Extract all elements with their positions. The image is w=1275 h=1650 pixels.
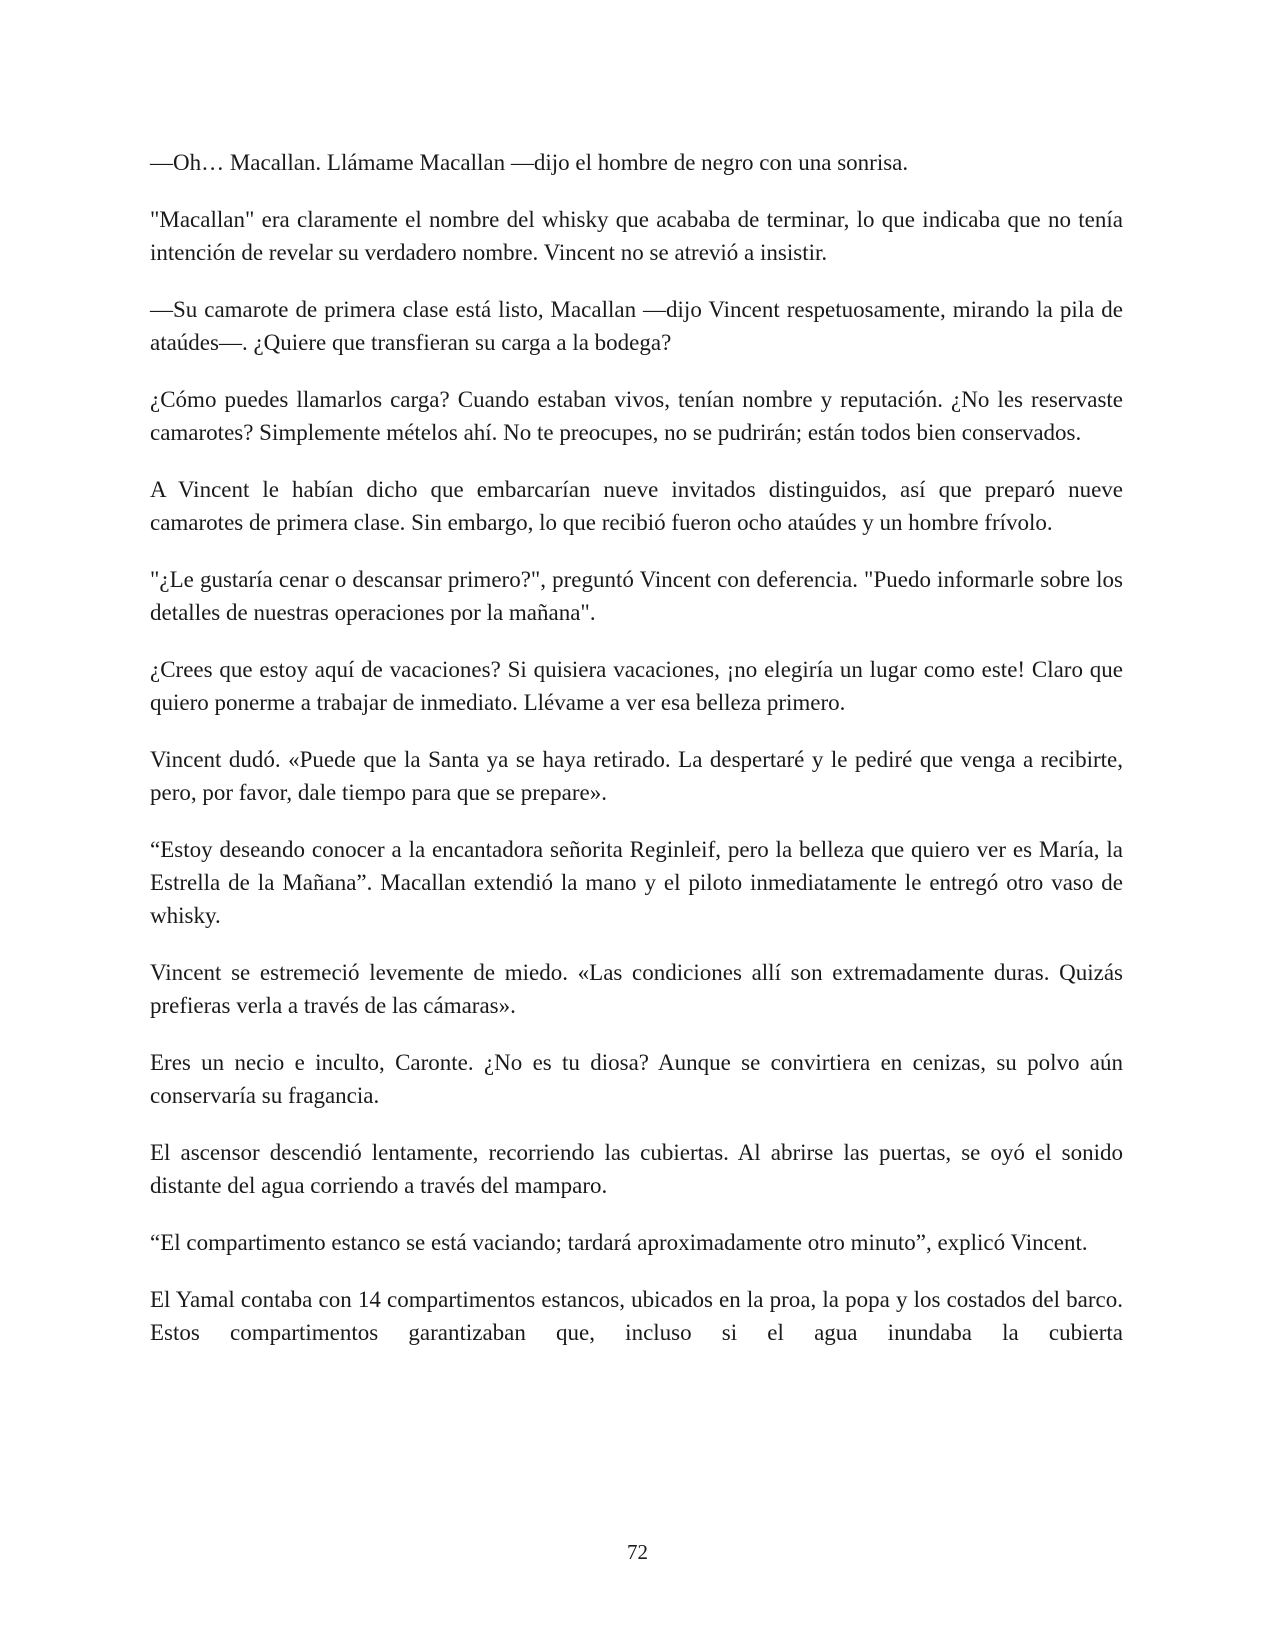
paragraph-1: —Oh… Macallan. Llámame Macallan —dijo el hombre de negro con una sonrisa. [150,150,909,175]
paragraph-8: Vincent dudó. «Puede que la Santa ya se haya retirado. La despertaré y le pediré que venga a recibirte, pero, por favor, dale tiempo para que se prepare». [150,747,1123,805]
paragraph-7: ¿Crees que estoy aquí de vacaciones? Si quisiera vacaciones, ¡no elegiría un lugar como este! Claro que quiero ponerme a trabajar de inmediato. Llévame a ver esa belleza primero. [150,657,1123,715]
page-number: 72 [627,1540,648,1564]
paragraph-6: "¿Le gustaría cenar o descansar primero?", preguntó Vincent con deferencia. "Puedo informarle sobre los detalles de nuestras operaciones por la mañana". [150,567,1123,625]
body-text [150,146,1123,1349]
paragraph-5: A Vincent le habían dicho que embarcarían nueve invitados distinguidos, así que preparó nueve camarotes de primera clase. Sin embargo, lo que recibió fueron ocho ataúdes y un hombre frívolo. [150,477,1123,535]
paragraph-3: —Su camarote de primera clase está listo, Macallan —dijo Vincent respetuosamente, mirando la pila de ataúdes—. ¿Quiere que transfieran su carga a la bodega? [150,297,1123,355]
paragraph-4: ¿Cómo puedes llamarlos carga? Cuando estaban vivos, tenían nombre y reputación. ¿No les reservaste camarotes? Simplemente mételos ahí. No te preocupes, no se pudrirán; están todos bien conservados. [150,387,1123,445]
paragraph-13: “El compartimento estanco se está vaciando; tardará aproximadamente otro minuto”, explicó Vincent. [150,1230,1088,1255]
paragraph-10: Vincent se estremeció levemente de miedo. «Las condiciones allí son extremadamente duras. Quizás prefieras verla a través de las cámaras». [150,960,1123,1018]
paragraph-14: El Yamal contaba con 14 compartimentos estancos, ubicados en la proa, la popa y los costados del barco. Estos compartimentos garantizaban que, incluso si el agua inundaba la cubierta [150,1287,1123,1345]
paragraph-11: Eres un necio e inculto, Caronte. ¿No es tu diosa? Aunque se convirtiera en cenizas, su polvo aún conservaría su fragancia. [150,1050,1123,1108]
paragraph-9: “Estoy deseando conocer a la encantadora señorita Reginleif, pero la belleza que quiero ver es María, la Estrella de la Mañana”. Macallan extendió la mano y el piloto inmediatamente le entregó otro vaso de whisky. [150,837,1123,928]
paragraph-2: "Macallan" era claramente el nombre del whisky que acababa de terminar, lo que indicaba que no tenía intención de revelar su verdadero nombre. Vincent no se atrevió a insistir. [150,207,1123,265]
paragraph-12: El ascensor descendió lentamente, recorriendo las cubiertas. Al abrirse las puertas, se oyó el sonido distante del agua corriendo a través del mamparo. [150,1140,1123,1198]
